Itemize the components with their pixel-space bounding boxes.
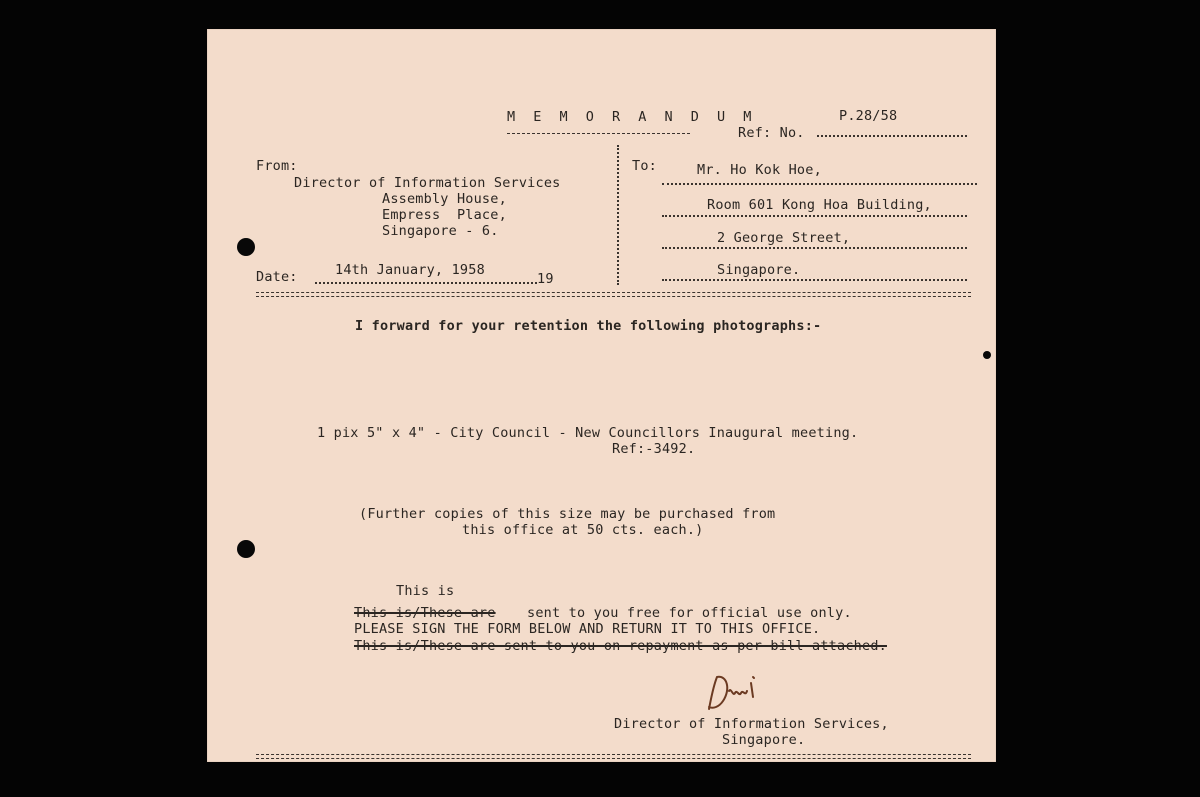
from-line-4: Singapore - 6. bbox=[382, 223, 499, 239]
ref-dotted-line bbox=[817, 135, 967, 137]
from-label: From: bbox=[256, 158, 298, 174]
to-dotted-line-2 bbox=[662, 215, 967, 217]
to-line-1: Mr. Ho Kok Hoe, bbox=[697, 162, 822, 178]
item-line-2: Ref:-3492. bbox=[612, 441, 696, 457]
this-is-insert: This is bbox=[396, 583, 455, 599]
date-value: 14th January, 1958 bbox=[335, 262, 485, 278]
punch-hole-bottom bbox=[237, 540, 255, 558]
sent-free-line: sent to you free for official use only. bbox=[527, 605, 852, 621]
memo-title: M E M O R A N D U M bbox=[507, 109, 757, 125]
from-line-2: Assembly House, bbox=[382, 191, 507, 207]
header-divider bbox=[256, 292, 971, 297]
struck-phrase-1: This is/These are bbox=[354, 605, 496, 621]
bottom-divider bbox=[256, 754, 971, 759]
to-dotted-line-3 bbox=[662, 247, 967, 249]
to-line-3: 2 George Street, bbox=[717, 230, 851, 246]
from-line-3: Empress Place, bbox=[382, 207, 507, 223]
signatory-line-1: Director of Information Services, bbox=[614, 716, 889, 732]
date-dotted-line bbox=[315, 282, 537, 284]
memorandum-sheet bbox=[207, 29, 996, 762]
to-line-4: Singapore. bbox=[717, 262, 801, 278]
intro-line: I forward for your retention the following photographs:- bbox=[355, 318, 822, 334]
punch-hole-top bbox=[237, 238, 255, 256]
to-line-2: Room 601 Kong Hoa Building, bbox=[707, 197, 932, 213]
stain-dot bbox=[983, 351, 991, 359]
struck-repayment-line: This is/These are sent to you on repayment as per bill attached. bbox=[354, 638, 887, 654]
to-label: To: bbox=[632, 158, 657, 174]
title-underline bbox=[507, 133, 690, 134]
to-dotted-line-4 bbox=[662, 279, 967, 281]
please-sign-line: PLEASE SIGN THE FORM BELOW AND RETURN IT TO THIS OFFICE. bbox=[354, 621, 821, 637]
to-dotted-line-1 bbox=[662, 183, 977, 185]
ref-label: Ref: No. bbox=[738, 125, 805, 141]
note-line-1: (Further copies of this size may be purchased from bbox=[359, 506, 776, 522]
date-label: Date: bbox=[256, 269, 298, 285]
from-line-1: Director of Information Services bbox=[294, 175, 561, 191]
note-line-2: this office at 50 cts. each.) bbox=[462, 522, 704, 538]
ref-number: P.28/58 bbox=[839, 108, 898, 124]
signatory-line-2: Singapore. bbox=[722, 732, 806, 748]
item-line-1: 1 pix 5" x 4" - City Council - New Councillors Inaugural meeting. bbox=[317, 425, 859, 441]
date-year-suffix: 19 bbox=[537, 271, 554, 287]
column-separator bbox=[617, 145, 629, 285]
